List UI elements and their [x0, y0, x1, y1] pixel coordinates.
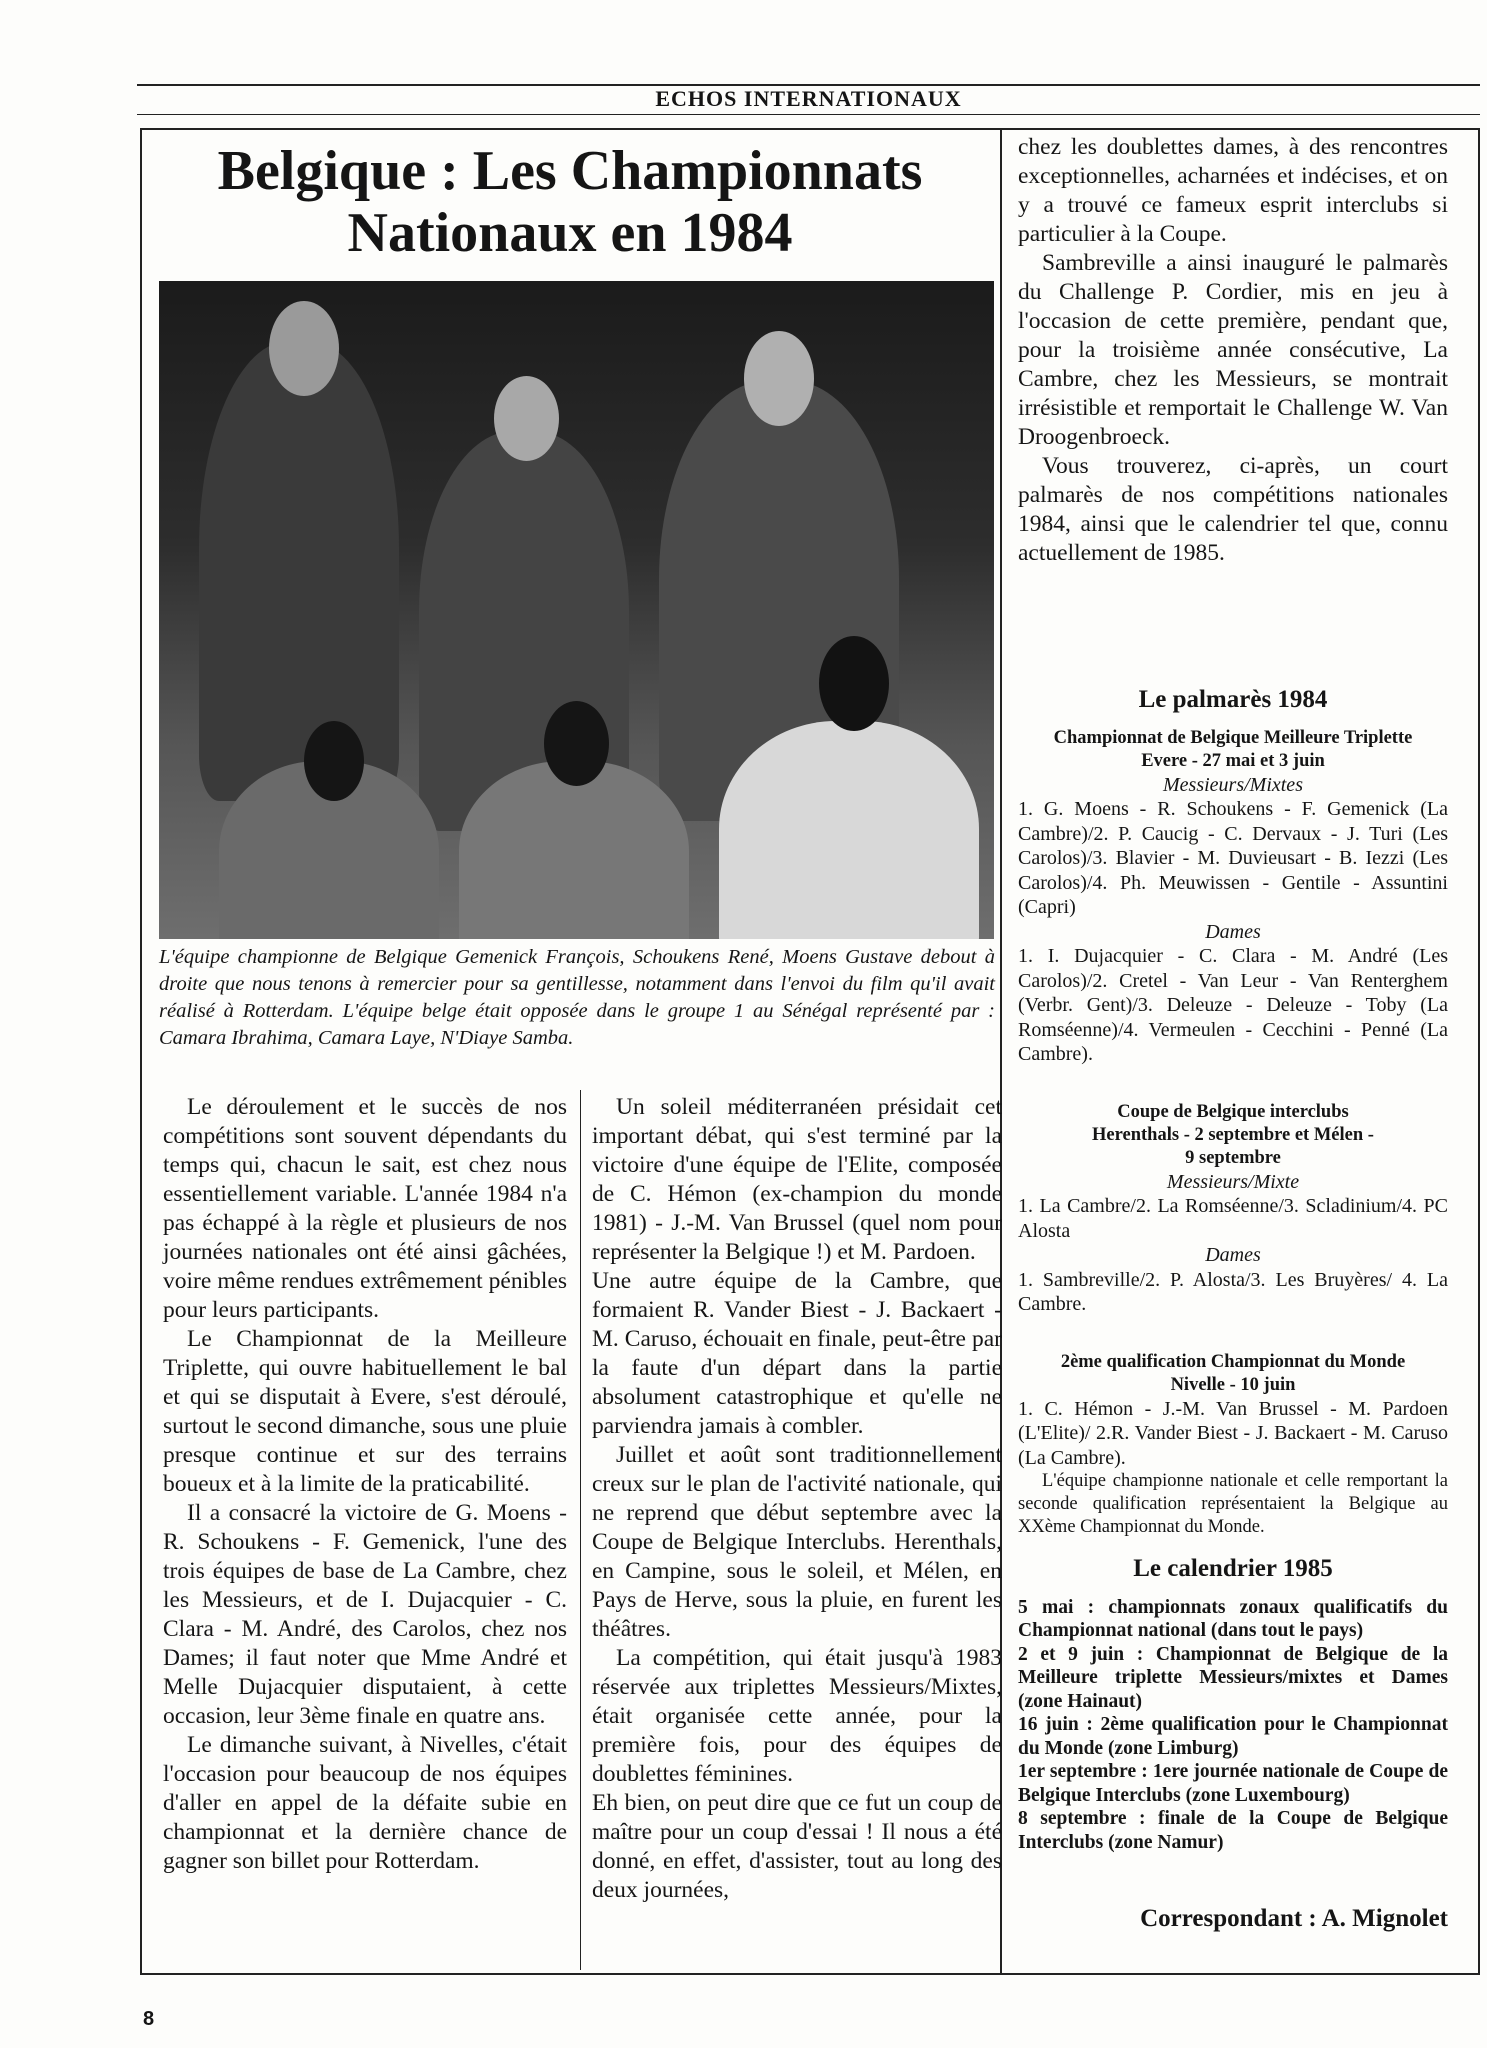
calendar-title: Le calendrier 1985: [1133, 1555, 1333, 1582]
paragraph: Juillet et août sont traditionnellement creux sur le plan de l'activité nationale, qui ne reprend que début septembre avec la Coupe de Belgique Interclubs. Herenthals, en Campine, sous le soleil, et Mélen, en Pays de Herve, sous la pluie, en furent les théâtres.: [592, 1442, 1002, 1642]
coupe-results: [1018, 1101, 1448, 1317]
category-label: Messieurs/Mixte: [1166, 1170, 1300, 1193]
results-text: 1. I. Dujacquier - C. Clara - M. André (Les Carolos)/2. Cretel - Van Leur - Van Renterghem (Verbr. Gent)/3. Deleuze - Deleuze - Toby (La Romséenne)/4. Vermeulen - Cecchini - Penné (La Cambre).: [1018, 945, 1448, 1065]
calendar-item: 8 septembre : finale de la Coupe de Belgique Interclubs (zone Namur): [1018, 1808, 1448, 1853]
calendar-item: 1er septembre : 1ere journée nationale de Coupe de Belgique Interclubs (zone Luxembourg): [1018, 1761, 1448, 1806]
page-number: 8: [143, 2008, 155, 2030]
calendar-item: 16 juin : 2ème qualification pour le Championnat du Monde (zone Limburg): [1018, 1714, 1448, 1759]
paragraph: Eh bien, on peut dire que ce fut un coup de maître pour un coup d'essai ! Il nous a été donné, en effet, d'assister, tout au long des deux journées,: [592, 1790, 1002, 1903]
section-header: ECHOS INTERNATIONAUX: [655, 86, 962, 111]
paragraph: Vous trouverez, ci-après, un court palmarès de nos compétitions nationales 1984, ainsi que le calendrier tel que, connu actuellement de 1985.: [1018, 453, 1448, 566]
paragraph: La compétition, qui était jusqu'à 1983 réservée aux triplettes Messieurs/Mixtes, était organisée cette année, pour la première fois, pour des équipes de doublettes féminines.: [592, 1645, 1002, 1787]
results-heading: Championnat de Belgique Meilleure Triplette Evere - 27 mai et 3 juin: [1053, 727, 1413, 771]
triplette-results: [1018, 727, 1448, 1067]
category-label: Messieurs/Mixtes: [1163, 773, 1303, 796]
results-text: 1. La Cambre/2. La Romséenne/3. Scladinium/4. PC Alosta: [1018, 1195, 1448, 1242]
team-photo: [159, 281, 994, 939]
photo-caption: L'équipe championne de Belgique Gemenick François, Schoukens René, Moens Gustave debout à droite que nous tenons à remercier pour sa gentillesse, notamment dans l'envoi du film qu'il avait réalisé à Rotterdam. L'équipe belge était opposée dans le groupe 1 au Sénégal représenté par : Camara Ibrahima, Camara Laye, N'Diaye Samba.: [159, 946, 995, 1049]
column-divider: [580, 1090, 581, 1970]
byline: Correspondant : A. Mignolet: [1140, 1905, 1448, 1932]
category-label: Dames: [1205, 920, 1261, 943]
qualification-results: [1018, 1351, 1448, 1540]
paragraph: Le dimanche suivant, à Nivelles, c'était l'occasion pour beaucoup de nos équipes d'aller en appel de la défaite subie en championnat et la dernière chance de gagner son billet pour Rotterdam.: [163, 1732, 567, 1874]
calendar-item: 2 et 9 juin : Championnat de Belgique de la Meilleure triplette Messieurs/mixtes et Dames (zone Hainaut): [1018, 1643, 1448, 1712]
paragraph: chez les doublettes dames, à des rencontres exceptionnelles, acharnées et indécises, et on y a trouvé ce fameux esprit interclubs si particulier à la Coupe.: [1018, 134, 1448, 247]
results-heading: Coupe de Belgique interclubs Herenthals - 2 septembre et Mélen - 9 septembre: [1092, 1101, 1374, 1168]
results-text: 1. G. Moens - R. Schoukens - F. Gemenick (La Cambre)/2. P. Caucig - C. Dervaux - J. Turi (Les Carolos)/3. Blavier - M. Duvieusart - B. Iezzi (Les Carolos)/4. Ph. Meuwissen - Gentile - Assuntini (Capri): [1018, 798, 1448, 918]
paragraph: Le déroulement et le succès de nos compétitions sont souvent dépendants du temps qui, chacun le sait, est chez nous essentiellement variable. L'année 1984 n'a pas échappé à la règle et plusieurs de nos journées nationales ont été ainsi gâchées, voire même rendues extrêmement pénibles pour leurs participants.: [163, 1094, 567, 1323]
paragraph: Un soleil méditerranéen présidait cet important débat, qui s'est terminé par la victoire d'une équipe de l'Elite, composée de C. Hémon (ex-champion du monde 1981) - J.-M. Van Brussel (quel nom pour représenter la Belgique !) et M. Pardoen.: [592, 1094, 1002, 1265]
title-line: Belgique : Les Championnats: [217, 140, 923, 202]
results-note: L'équipe championne nationale et celle remportant la seconde qualification représentaient la Belgique au XXème Championnat du Monde.: [1018, 1471, 1448, 1537]
header-rule: [137, 114, 1480, 115]
results-heading: 2ème qualification Championnat du Monde Nivelle - 10 juin: [1060, 1351, 1406, 1395]
palmares-title: Le palmarès 1984: [1138, 686, 1328, 713]
category-label: Dames: [1205, 1244, 1261, 1266]
results-text: 1. Sambreville/2. P. Alosta/3. Les Bruyères/ 4. La Cambre.: [1018, 1268, 1448, 1315]
article-title: [150, 140, 990, 264]
calendar-list: [1018, 1596, 1448, 1855]
frame-top-rule: [140, 128, 1478, 130]
article-column-right: [1018, 133, 1448, 568]
paragraph: Le Championnat de la Meilleure Triplette, qui ouvre habituellement le bal et qui se disputait à Evere, s'est déroulé, surtout le second dimanche, sous une pluie presque continue et sur des terrains boueux et à la limite de la praticabilité.: [163, 1326, 567, 1497]
article-column-left: [163, 1093, 567, 1876]
title-line: Nationaux en 1984: [347, 202, 793, 264]
calendar-item: 5 mai : championnats zonaux qualificatifs du Championnat national (dans tout le pays): [1018, 1596, 1448, 1641]
paragraph: Sambreville a ainsi inauguré le palmarès du Challenge P. Cordier, mis en jeu à l'occasion de cette première, pendant que, pour la troisième année consécutive, La Cambre, chez les Messieurs, se montrait irrésistible et remportait le Challenge W. Van Droogenbroeck.: [1018, 250, 1448, 450]
article-column-middle: [592, 1093, 1002, 1905]
paragraph: Il a consacré la victoire de G. Moens - R. Schoukens - F. Gemenick, l'une des trois équipes de base de La Cambre, chez les Messieurs, et de I. Dujacquier - C. Clara - M. André, des Carolos, chez nos Dames; il faut noter que Mme André et Melle Dujacquier disputaient, à cette occasion, leur 3ème finale en quatre ans.: [163, 1500, 567, 1729]
results-sidebar: [1018, 680, 1448, 1854]
results-text: 1. C. Hémon - J.-M. Van Brussel - M. Pardoen (L'Elite)/ 2.R. Vander Biest - J. Backaert - M. Caruso (La Cambre).: [1018, 1397, 1448, 1469]
paragraph: Une autre équipe de la Cambre, que formaient R. Vander Biest - J. Backaert - M. Caruso, échouait en finale, peut-être par la faute d'un départ dans la partie absolument catastrophique et qu'elle ne parviendra jamais à combler.: [592, 1268, 1002, 1439]
